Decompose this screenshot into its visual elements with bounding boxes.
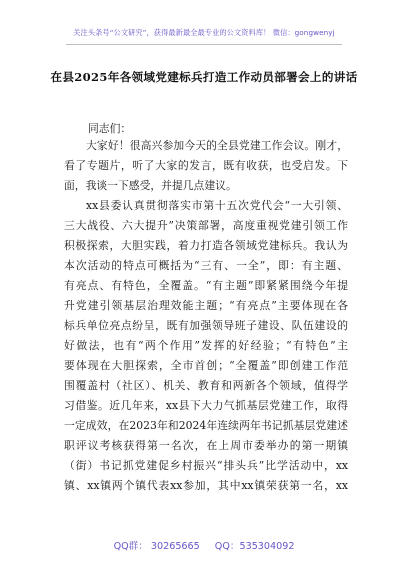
document-title: 在县2025年各领域党建标兵打造工作动员部署会上的讲话 xyxy=(50,70,358,84)
body-line: 习借鉴。近几年来，xx县下大力气抓基层党建工作，取得 xyxy=(64,399,348,412)
body-line: 积极探索，大胆实践，着力打造各领域党建标兵。我认为 xyxy=(64,239,348,252)
body-line: 要体现在大胆探索，全市首创；“全覆盖”即创建工作范 xyxy=(64,359,348,372)
body-line: 围覆盖村（社区）、机关、教育和两新各个领域，值得学 xyxy=(64,379,348,392)
body-line: 本次活动的特点可概括为“三有、一全”，即：有主题、 xyxy=(64,259,348,272)
header-divider xyxy=(66,44,342,45)
body-line: 职评议考核获得第一名次，在上周市委举办的第一期镇 xyxy=(64,439,348,452)
body-line: 升党建引领基层治理效能主题；“有亮点”主要体现在各 xyxy=(64,299,348,312)
footer-contact xyxy=(0,538,408,552)
salutation: 同志们： xyxy=(88,122,132,135)
header-promo-note: 关注头条号“公文研究”，获得最新最全最专业的公文资料库！ 微信：gongwenyj xyxy=(73,28,335,37)
body-line: 有亮点、有特色，全覆盖。“有主题”即紧紧围绕今年提 xyxy=(64,279,348,292)
body-line: xx县委认真贯彻落实市第十五次党代会“一大引领、 xyxy=(86,199,348,212)
body-line: 看了专题片，听了大家的发言，既有收获，也受启发。下 xyxy=(64,159,348,172)
body-line: 标兵单位亮点纷呈，既有加强领导班子建设、队伍建设的 xyxy=(64,319,348,332)
body-line: 好做法，也有“两个作用”发挥的好经验；“有特色”主 xyxy=(64,339,348,352)
body-line: 三大战役、六大提升”决策部署，高度重视党建引领工作 xyxy=(64,219,348,232)
body-line: 一定成效，在2023年和2024年连续两年书记抓基层党建述 xyxy=(64,419,348,432)
body-line: （街）书记抓党建促乡村振兴“排头兵”比学活动中，xx xyxy=(64,459,348,472)
body-line: 面，我谈一下感受，并提几点建议。 xyxy=(64,179,237,192)
footer-qq-number: QQ：535304092 xyxy=(214,541,295,552)
body-line: 镇、xx镇两个镇代表xx参加，其中xx镇荣获第一名，xx xyxy=(64,479,348,492)
footer-qq-group: QQ群： 30265665 xyxy=(113,541,200,552)
body-line: 大家好！很高兴参加今天的全县党建工作会议。刚才， xyxy=(86,139,348,152)
